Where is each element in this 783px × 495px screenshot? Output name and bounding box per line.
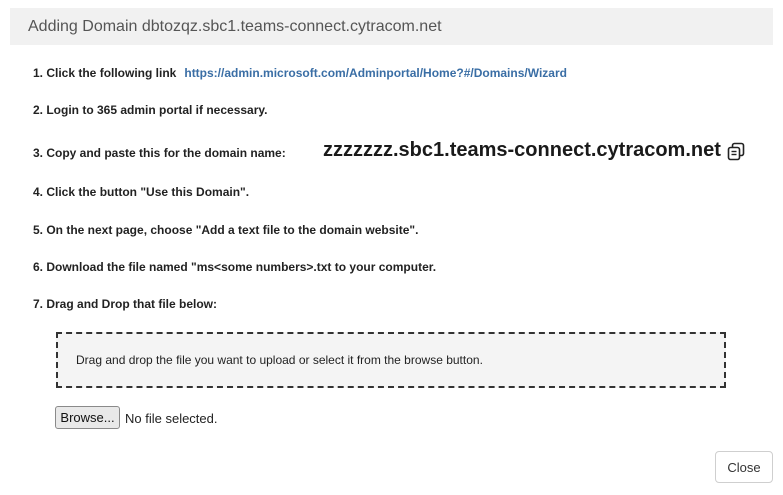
step-6-text: 6. Download the file named "ms<some numbers>.txt to your computer. [33, 260, 437, 274]
step-4-text: 4. Click the button "Use this Domain". [33, 185, 250, 199]
step-7-text: 7. Drag and Drop that file below: [33, 297, 218, 311]
dropzone-text: Drag and drop the file you want to upload or select it from the browse button. [76, 353, 483, 367]
step-5-text: 5. On the next page, choose "Add a text file to the domain website". [33, 223, 419, 237]
domain-name-value: zzzzzzz.sbc1.teams-connect.cytracom.net [323, 139, 721, 161]
close-button[interactable]: Close [715, 451, 773, 483]
step-1 [33, 66, 567, 80]
step-6 [33, 260, 436, 274]
browse-button[interactable]: Browse... [55, 406, 120, 429]
file-dropzone[interactable] [56, 332, 726, 388]
dialog-header [10, 8, 773, 45]
step-2-text: 2. Login to 365 admin portal if necessary. [33, 103, 268, 117]
step-7 [33, 297, 217, 311]
step-5 [33, 223, 418, 237]
dialog-title: Adding Domain dbtozqz.sbc1.teams-connect.cytracom.net [28, 17, 442, 35]
step-1-text: 1. Click the following link [33, 66, 177, 80]
file-status: No file selected. [125, 411, 218, 426]
copy-icon[interactable] [726, 141, 746, 161]
step-2 [33, 103, 268, 117]
step-4 [33, 185, 249, 199]
step-3 [33, 146, 286, 160]
admin-portal-link[interactable]: https://admin.microsoft.com/Adminportal/Home?#/Domains/Wizard [184, 66, 567, 80]
step-3-text: 3. Copy and paste this for the domain name: [33, 146, 286, 160]
